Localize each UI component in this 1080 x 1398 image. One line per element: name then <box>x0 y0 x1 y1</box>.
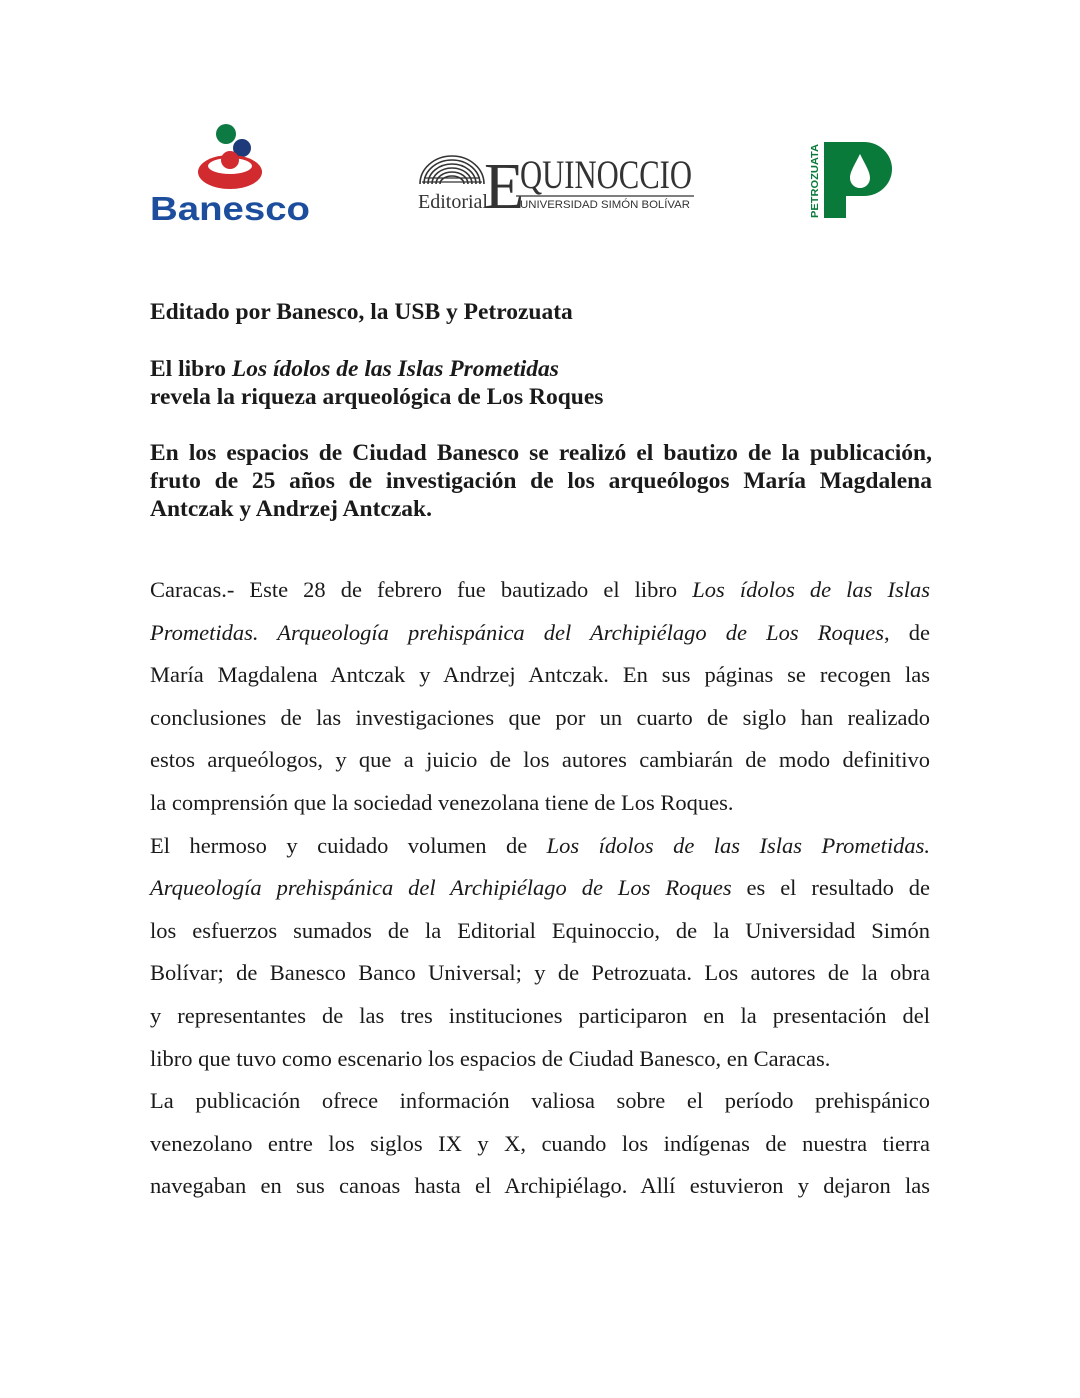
book-heading <box>150 355 932 411</box>
book-heading-line2: revela la riqueza arqueológica de Los Roques <box>150 384 604 410</box>
body-line <box>150 782 930 825</box>
body-line <box>150 1080 930 1123</box>
petrozuata-vertical-text: PETROZUATA <box>810 151 821 218</box>
lede-line: fruto de 25 años de investigación de los arqueólogos María Magdalena <box>150 468 932 494</box>
equinoccio-subtitle: UNIVERSIDAD SIMÓN BOLÍVAR <box>520 199 685 211</box>
body-text-segment: y representantes de las tres instituciones participaron en la presentación del <box>150 1002 930 1028</box>
body-text-segment: venezolano entre los siglos IX y X, cuando los indígenas de nuestra tierra <box>150 1130 930 1156</box>
body-text-segment: es el resultado de <box>731 875 930 901</box>
body-text-segment: la comprensión que la sociedad venezolana tiene de Los Roques. <box>150 789 734 815</box>
body-line <box>150 910 930 953</box>
body-text-segment: El hermoso y cuidado volumen de <box>150 832 547 858</box>
body-text-segment: María Magdalena Antczak y Andrzej Antczak. En sus páginas se recogen las <box>150 662 930 688</box>
body-line <box>150 1165 930 1208</box>
body-line <box>150 612 930 655</box>
banesco-logo <box>150 122 312 227</box>
body-text-segment: navegaban en sus canoas hasta el Archipiélago. Allí estuvieron y dejaron las <box>150 1173 930 1199</box>
body-text-segment: Bolívar; de Banesco Banco Universal; y de Petrozuata. Los autores de la obra <box>150 960 930 986</box>
equinoccio-name: QUINOCCIO <box>520 152 692 197</box>
body-line <box>150 952 930 995</box>
body-line <box>150 697 930 740</box>
body-text-segment: libro que tuvo como escenario los espacios de Ciudad Banesco, en Caracas. <box>150 1045 831 1071</box>
italic-title-text: Los ídolos de las Islas <box>692 577 931 602</box>
lede-line: En los espacios de Ciudad Banesco se realizó el bautizo de la publicación, <box>150 440 932 466</box>
edited-by-heading: Editado por Banesco, la USB y Petrozuata <box>150 299 573 325</box>
body-text-segment: La publicación ofrece información valiosa sobre el período prehispánico <box>150 1088 930 1114</box>
book-heading-prefix: El libro <box>150 356 232 382</box>
equinoccio-logo <box>416 148 696 223</box>
equinoccio-initial: E <box>484 150 525 223</box>
body-line <box>150 569 930 612</box>
body-text-segment: estos arqueólogos, y que a juicio de los autores cambiarán de modo definitivo <box>150 747 930 773</box>
banesco-wordmark: Banesco <box>150 190 310 227</box>
lede-heading <box>150 439 932 523</box>
body-line <box>150 1123 930 1166</box>
body-line <box>150 825 930 868</box>
article-body <box>150 569 930 1208</box>
body-line <box>150 654 930 697</box>
body-text-segment: , de <box>884 619 930 645</box>
body-line <box>150 995 930 1038</box>
italic-title-text: Prometidas. Arqueología prehispánica del Archipiélago de Los Roques <box>150 619 884 645</box>
body-line <box>150 739 930 782</box>
body-line <box>150 867 930 910</box>
logo-row <box>150 122 930 232</box>
italic-title-text: Los ídolos de las Islas Prometidas. <box>546 832 931 858</box>
body-line <box>150 1038 930 1081</box>
body-text-segment: los esfuerzos sumados de la Editorial Equinoccio, de la Universidad Simón <box>150 917 930 943</box>
book-title: Los ídolos de las Islas Prometidas <box>231 356 559 382</box>
lede-line: Antczak y Andrzej Antczak. <box>150 496 432 522</box>
equinoccio-editorial: Editorial <box>418 191 488 213</box>
italic-title-text: Arqueología prehispánica del Archipiélago de Los Roques <box>150 875 732 901</box>
body-text-segment: Caracas.- Este 28 de febrero fue bautizado el libro <box>150 577 693 602</box>
body-text-segment: conclusiones de las investigaciones que por un cuarto de siglo han realizado <box>150 704 930 730</box>
petrozuata-logo <box>806 140 898 220</box>
